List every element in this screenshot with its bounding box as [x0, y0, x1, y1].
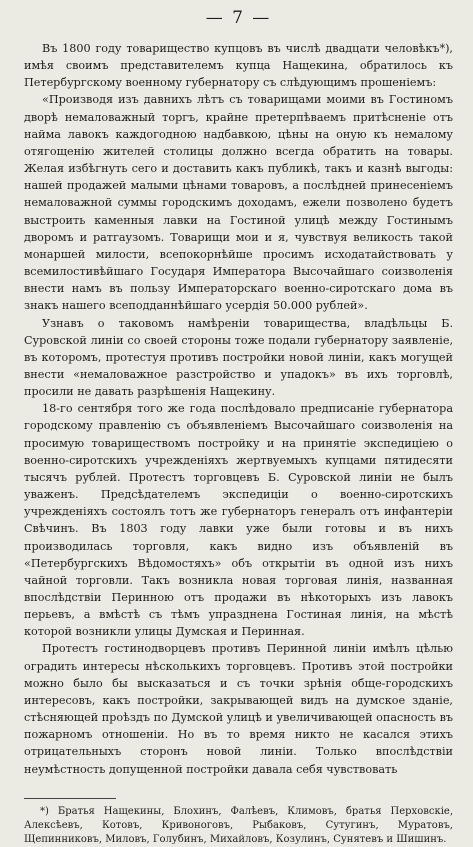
paragraph-decree: 18-го сентября того же года послѣдовало предписаніе губернатора городскому правленію съ объявленіемъ Высочайшаго соизволенія на просимую товариществомъ постройку и на принятіе экспедиціею о военно-сиротскихъ учрежденіяхъ жертвуемыхъ купцами пятидесяти тысячъ рублей. Протестъ торговцевъ Б. Суровской линіи не былъ уваженъ. Предсѣдателемъ экспедиціи о военно-сиротскихъ учрежденіяхъ состоялъ тотъ же губернаторъ генералъ отъ инфантеріи Свѣчинъ. Въ 1803 году лавки уже были готовы и въ нихъ производилась торговля, какъ видно изъ объявленій въ «Петербургскихъ Вѣдомостяхъ» объ открытіи въ одной изъ нихъ чайной торговли. Такъ возникла новая торговая линія, названная впослѣдствіи Перинною отъ продажи въ нѣкоторыхъ изъ лавокъ перьевъ, а вмѣстѣ съ тѣмъ упразднена Гостиная линія, на мѣстѣ которой возникли улицы Думская и Перинная. — [24, 402, 453, 639]
footnote: *) Братья Нащекины, Блохинъ, Фалѣевъ, Климовъ, братья Перховскіе, Алексѣевъ, Котовъ, Кривоноговъ, Рыбаковъ, Сутугинъ, Муратовъ, Щепинниковъ, Миловъ, Голубинъ, Михайловъ, Козулинъ, Сунятевъ и Шишинъ. — [24, 805, 453, 845]
paragraph-petition-quote: «Производя изъ давнихъ лѣтъ съ товарищами моими въ Гостиномъ дворѣ немаловажный торгъ, крайне претерпѣваемъ притѣсненіе отъ найма лавокъ каждогодною надбавкою, цѣны на оную къ немалому отягощенію жителей столицы должно всегда обратить на товары. Желая избѣгнуть сего и доставить какъ публикѣ, такъ и казнѣ выгоды: нашей продажей малыми цѣнами товаровъ, а послѣдней принесеніемъ немаловажной суммы городскимъ доходамъ, ежели позволено будетъ выстроить каменныя лавки на Гостиной улицѣ между Гостинымъ дворомъ и ратгаузомъ. Товарищи мои и я, чувствуя великость такой монаршей милости, всепокорнѣйше просимъ исходатайствовать у всемилостивѣйшаго Государя Императора Высочайшаго соизволенія внести намъ въ пользу Императорскаго военно-сиротскаго дома въ знакъ нашего всеподданнѣйшаго усердія 50.000 рублей». — [24, 93, 453, 313]
paragraph-intro: Въ 1800 году товарищество купцовъ въ числѣ двадцати человѣкъ*), имѣя своимъ представителемъ купца Нащекина, обратилось къ Петербургскому военному губернатору съ слѣдующимъ прошеніемъ: — [24, 42, 453, 90]
footnote-divider — [24, 798, 116, 799]
paragraph-protest: Узнавъ о таковомъ намѣреніи товарищества, владѣльцы Б. Суровской линіи со своей стороны тоже подали губернатору заявленіе, въ которомъ, протестуя противъ постройки новой линіи, какъ могущей внести «немаловажное разстройство и упадокъ» въ ихъ торговлѣ, просили не давать разрѣшенія Нащекину. — [24, 316, 453, 399]
paragraph-consequences: Протестъ гостинодворцевъ противъ Перинной линіи имѣлъ цѣлью оградить интересы нѣсколькихъ торговцевъ. Противъ этой постройки можно было бы высказаться и съ точки зрѣнія обще-городскихъ интересовъ, какъ постройки, закрывающей видъ на думское зданіе, стѣсняющей проѣздъ по Думской улицѣ и увеличивающей опасность въ пожарномъ отношеніи. Но въ то время никто не касался этихъ отрицательныхъ сторонъ новой линіи. Только впослѣдствіи неумѣстность допущенной постройки давала себя чувствовать — [24, 642, 453, 776]
page-number: — 7 — — [205, 8, 272, 28]
